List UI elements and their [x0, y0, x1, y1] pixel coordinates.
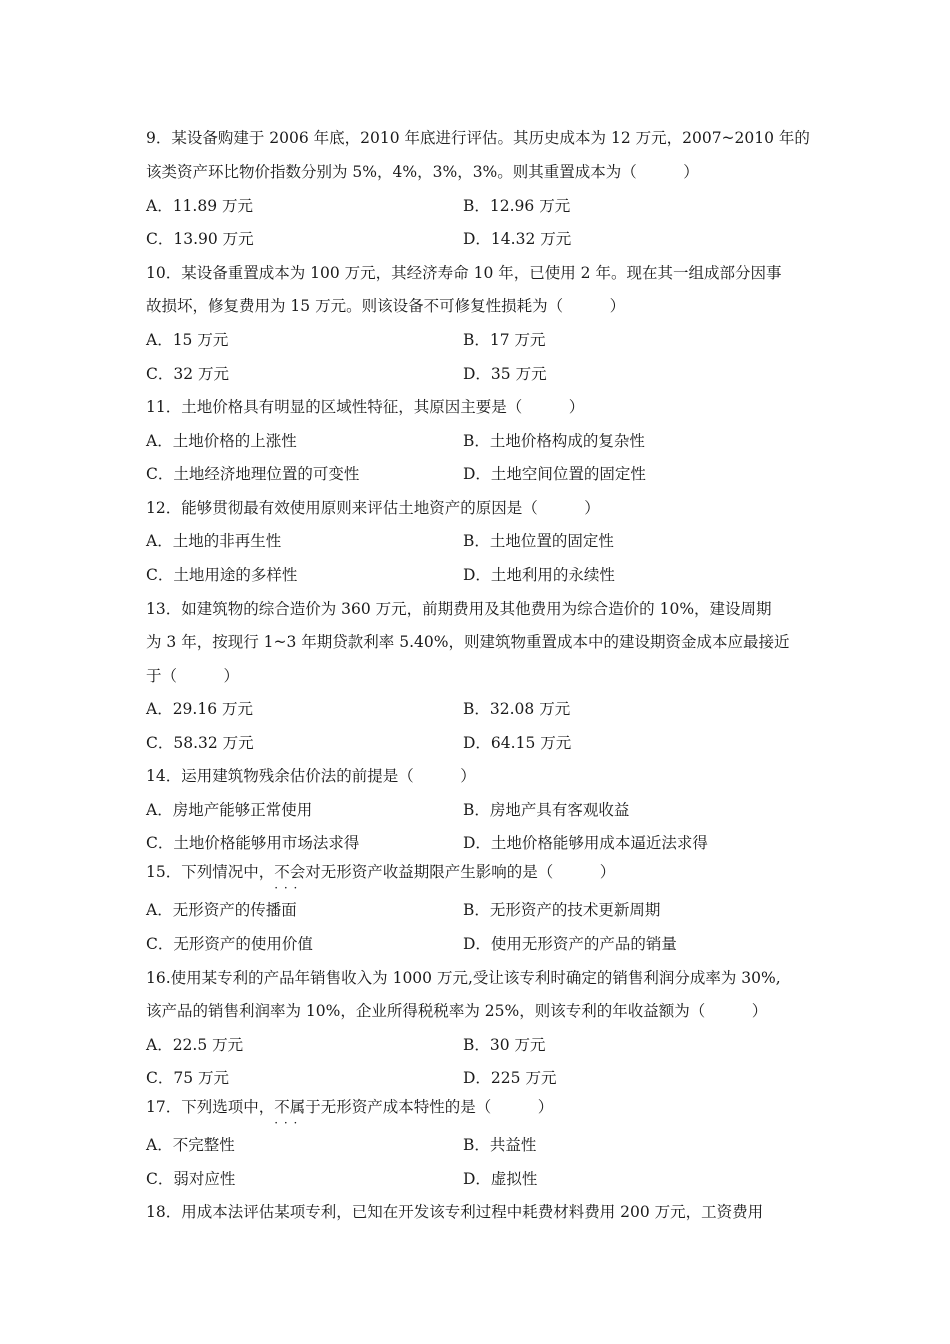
- question-17-option-b: B．共益性: [463, 1136, 537, 1154]
- question-11-option-d: D．土地空间位置的固定性: [463, 465, 646, 483]
- question-13-option-b: B．32.08 万元: [463, 700, 571, 718]
- question-16-option-b: B．30 万元: [463, 1036, 546, 1054]
- question-15-option-b: B．无形资产的技术更新周期: [463, 901, 661, 919]
- question-15-option-d: D．使用无形资产的产品的销量: [463, 935, 677, 953]
- question-15-stem-prefix: 15．下列情况中，: [146, 863, 275, 881]
- question-17-stem-line-1: [146, 1097, 816, 1117]
- question-9-option-c: C．13.90 万元: [146, 230, 254, 248]
- question-12-option-a: A．土地的非再生性: [146, 532, 282, 550]
- question-12-option-d: D．土地利用的永续性: [463, 566, 615, 584]
- question-17-emphasis: 不属于 · · ·: [274, 1098, 321, 1116]
- question-11-stem-line-1: 11．土地价格具有明显的区域性特征，其原因主要是（ ）: [146, 398, 585, 416]
- question-11-option-c: C．土地经济地理位置的可变性: [146, 465, 360, 483]
- question-16-option-d: D．225 万元: [463, 1069, 557, 1087]
- question-14-option-a: A．房地产能够正常使用: [146, 801, 313, 819]
- question-16-stem-line-2: 该产品的销售利润率为 10%，企业所得税税率为 25%，则该专利的年收益额为（ ）: [146, 1002, 768, 1020]
- question-16-option-a: A．22.5 万元: [146, 1036, 244, 1054]
- question-12-option-c: C．土地用途的多样性: [146, 566, 298, 584]
- question-9-stem-line-1: 9．某设备购建于 2006 年底，2010 年底进行评估。其历史成本为 12 万元，2007~2010 年的: [146, 129, 810, 147]
- question-10-option-b: B．17 万元: [463, 331, 546, 349]
- question-16-stem-line-1: 16.使用某专利的产品年销售收入为 1000 万元,受让该专利时确定的销售利润分成率为 30%,: [146, 969, 781, 987]
- question-9-stem-line-2: 该类资产环比物价指数分别为 5%，4%，3%，3%。则其重置成本为（ ）: [146, 163, 699, 181]
- question-13-option-d: D．64.15 万元: [463, 734, 572, 752]
- question-15-emphasis: 不会 · · ·: [274, 863, 305, 881]
- question-15-stem-suffix: 对无形资产收益期限产生影响的是（ ）: [305, 863, 616, 881]
- question-9-option-b: B．12.96 万元: [463, 197, 571, 215]
- question-10-option-d: D．35 万元: [463, 365, 547, 383]
- question-11-option-b: B．土地价格构成的复杂性: [463, 432, 645, 450]
- question-15-option-c: C．无形资产的使用价值: [146, 935, 313, 953]
- question-12-stem-line-1: 12．能够贯彻最有效使用原则来评估土地资产的原因是（ ）: [146, 499, 600, 517]
- question-10-stem-line-1: 10．某设备重置成本为 100 万元，其经济寿命 10 年，已使用 2 年。现在其一组成部分因事: [146, 264, 782, 282]
- question-18-stem-line-1: 18．用成本法评估某项专利，已知在开发该专利过程中耗费材料费用 200 万元，工资费用: [146, 1203, 764, 1221]
- question-13-stem-line-1: 13．如建筑物的综合造价为 360 万元，前期费用及其他费用为综合造价的 10%，建设周期: [146, 600, 772, 618]
- question-13-option-c: C．58.32 万元: [146, 734, 254, 752]
- question-14-option-b: B．房地产具有客观收益: [463, 801, 630, 819]
- question-17-option-c: C．弱对应性: [146, 1170, 236, 1188]
- question-14-option-c: C．土地价格能够用市场法求得: [146, 834, 360, 852]
- question-13-stem-line-2: 为 3 年，按现行 1~3 年期贷款利率 5.40%，则建筑物重置成本中的建设期资金成本应最接近: [146, 633, 790, 651]
- question-10-option-a: A．15 万元: [146, 331, 229, 349]
- question-12-option-b: B．土地位置的固定性: [463, 532, 614, 550]
- question-13-stem-line-3: 于（ ）: [146, 667, 240, 685]
- question-10-stem-line-2: 故损坏，修复费用为 15 万元。则该设备不可修复性损耗为（ ）: [146, 297, 626, 315]
- question-16-option-c: C．75 万元: [146, 1069, 230, 1087]
- question-15-option-a: A．无形资产的传播面: [146, 901, 297, 919]
- question-10-option-c: C．32 万元: [146, 365, 230, 383]
- question-14-option-d: D．土地价格能够用成本逼近法求得: [463, 834, 708, 852]
- question-17-option-d: D．虚拟性: [463, 1170, 538, 1188]
- question-11-option-a: A．土地价格的上涨性: [146, 432, 297, 450]
- question-17-stem-suffix: 无形资产成本特性的是（ ）: [320, 1098, 554, 1116]
- question-15-stem-line-1: [146, 862, 816, 882]
- question-17-option-a: A．不完整性: [146, 1136, 235, 1154]
- question-13-option-a: A．29.16 万元: [146, 700, 253, 718]
- question-14-stem-line-1: 14．运用建筑物残余估价法的前提是（ ）: [146, 767, 476, 785]
- question-17-stem-prefix: 17．下列选项中，: [146, 1098, 275, 1116]
- question-9-option-d: D．14.32 万元: [463, 230, 572, 248]
- question-9-option-a: A．11.89 万元: [146, 197, 253, 215]
